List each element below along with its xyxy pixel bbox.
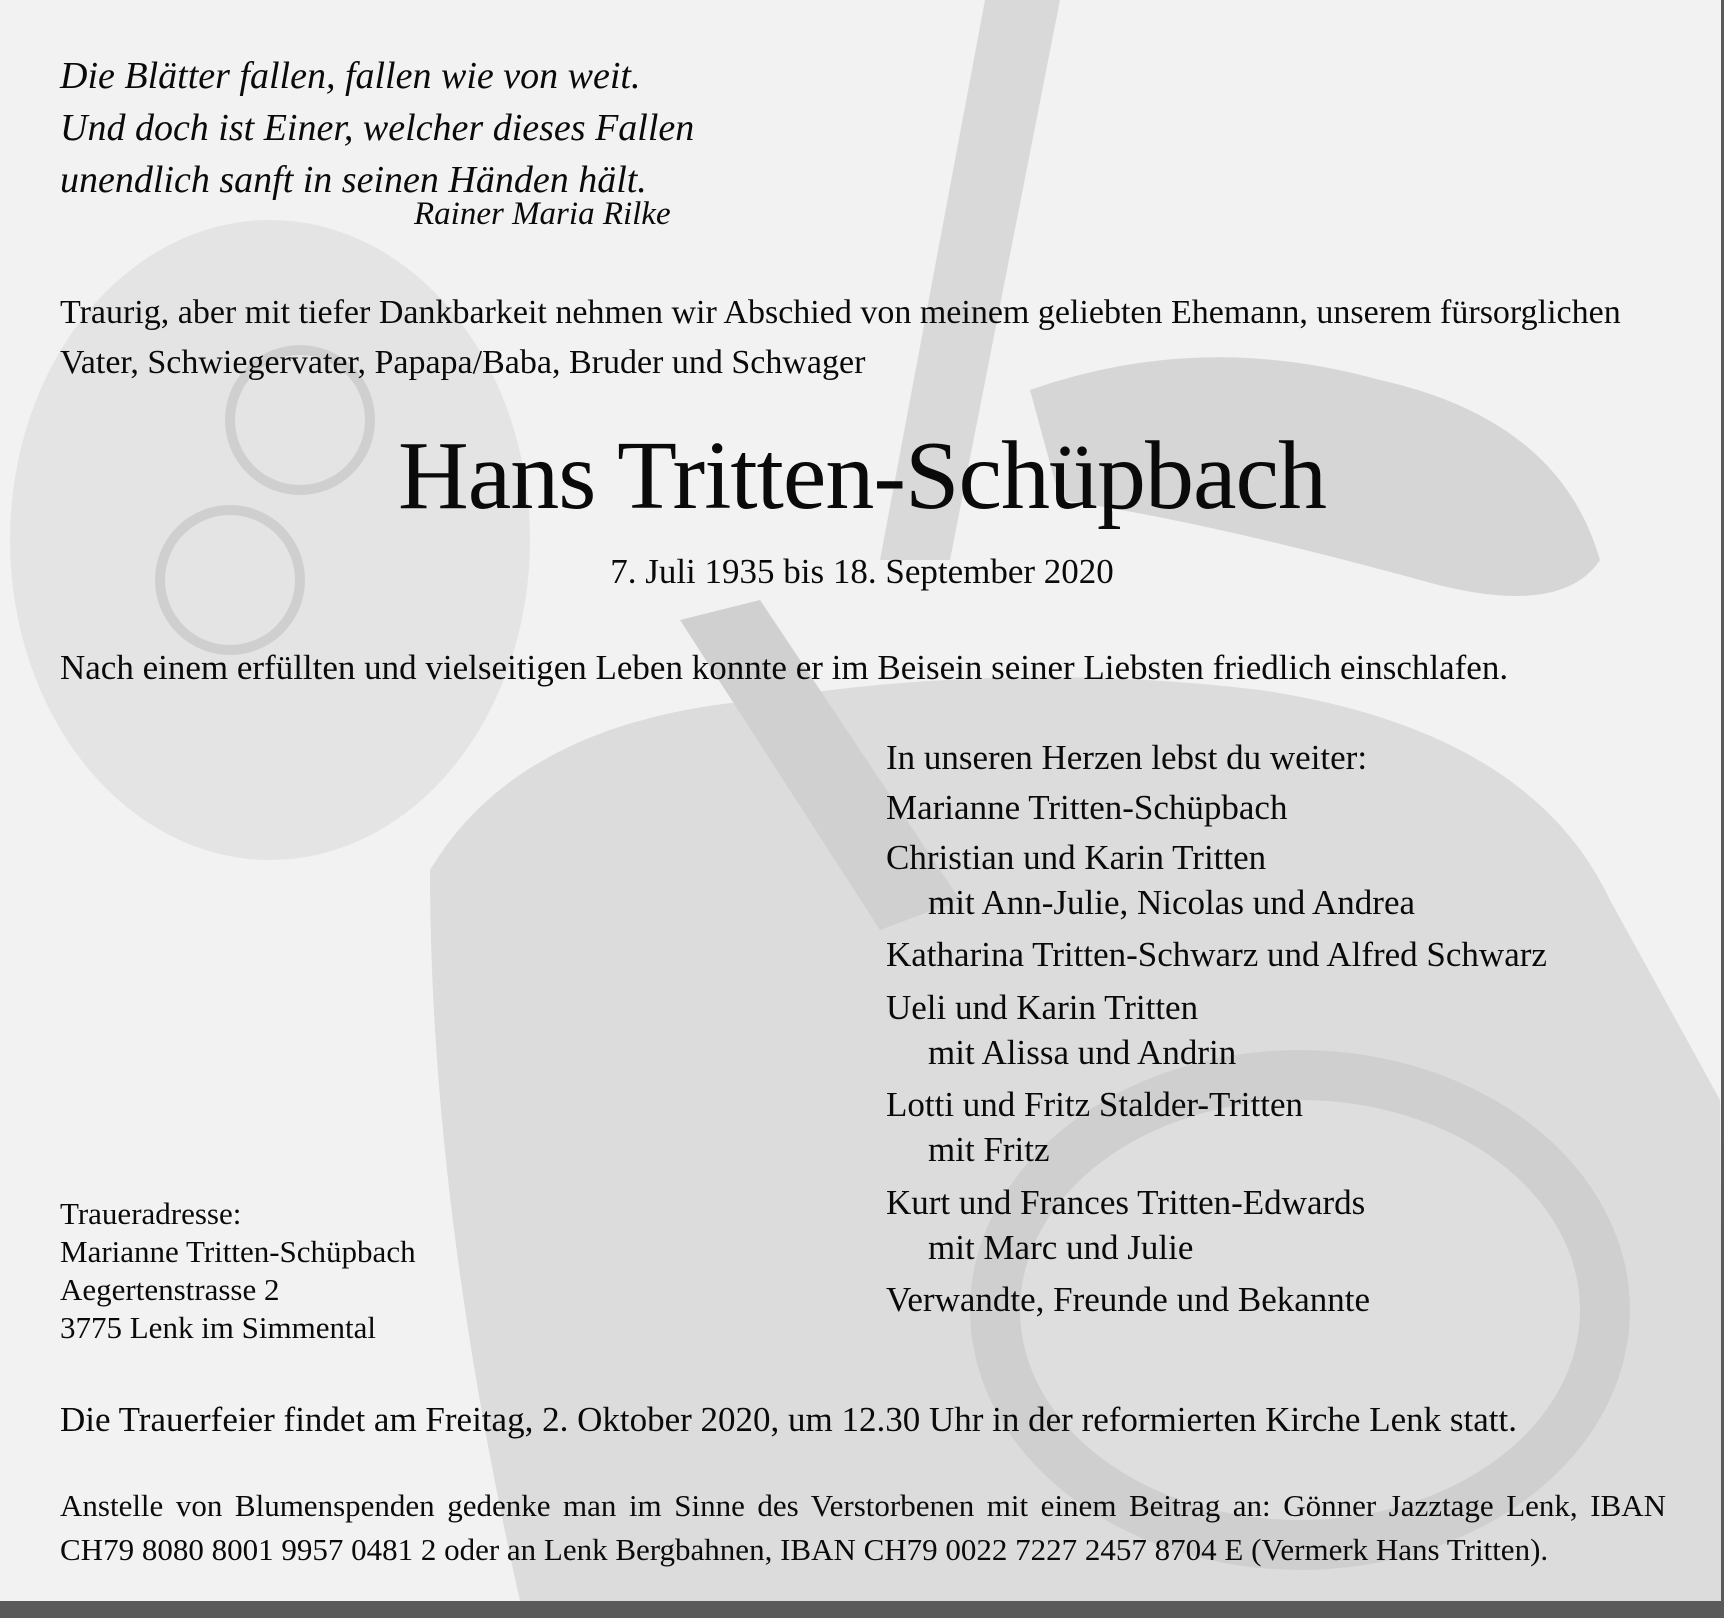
family-member: Kurt und Frances Tritten-Edwards [886,1183,1366,1222]
family-member: Marianne Tritten-Schüpbach [886,788,1288,827]
poem-line: Und doch ist Einer, welcher dieses Fallen [60,107,695,149]
poem [60,50,694,206]
address-name: Marianne Tritten-Schüpbach [60,1234,416,1269]
poem-author: Rainer Maria Rilke [414,196,671,232]
ceremony-text: Die Trauerfeier findet am Freitag, 2. Oktober 2020, um 12.30 Uhr in der reformierten Kirche Lenk statt. [60,1400,1517,1439]
intro-text: Traurig, aber mit tiefer Dankbarkeit nehmen wir Abschied von meinem geliebten Ehemann, unserem fürsorglichen Vater, Schwiegervater, Papapa/Baba, Bruder und Schwager [60,294,1621,381]
family-member: Christian und Karin Tritten [886,838,1267,877]
mourning-address [60,1195,416,1347]
family-member-children: mit Fritz [928,1130,1050,1169]
family-member: Verwandte, Freunde und Bekannte [886,1280,1371,1319]
family-heading: In unseren Herzen lebst du weiter: [886,738,1368,777]
family-member-children: mit Marc und Julie [928,1228,1194,1267]
family-member: Ueli und Karin Tritten [886,988,1199,1027]
address-street: Aegertenstrasse 2 [60,1272,280,1307]
family-member: Katharina Tritten-Schwarz und Alfred Schwarz [886,935,1547,974]
deceased-name: Hans Tritten-Schüpbach [398,422,1326,530]
donations-text: Anstelle von Blumenspenden gedenke man im Sinne des Verstorbenen mit einem Beitrag an: Gönner Jazztage Lenk, IBAN CH79 8080 8001 9957 0481 2 oder an Lenk Bergbahnen, IBAN CH79 0022 7227 2457 8704 E (Vermerk Hans Tritten). [60,1488,1666,1567]
passing-text: Nach einem erfüllten und vielseitigen Leben konnte er im Beisein seiner Liebsten friedlich einschlafen. [60,648,1509,687]
life-dates: 7. Juli 1935 bis 18. September 2020 [610,552,1114,591]
family-member: Lotti und Fritz Stalder-Tritten [886,1085,1304,1124]
family-member-children: mit Alissa und Andrin [928,1033,1237,1072]
address-label: Traueradresse: [60,1196,242,1231]
family-member-children: mit Ann-Julie, Nicolas und Andrea [928,883,1416,922]
poem-line: unendlich sanft in seinen Händen hält. [60,159,647,201]
address-city: 3775 Lenk im Simmental [60,1310,376,1345]
poem-line: Die Blätter fallen, fallen wie von weit. [60,55,641,97]
